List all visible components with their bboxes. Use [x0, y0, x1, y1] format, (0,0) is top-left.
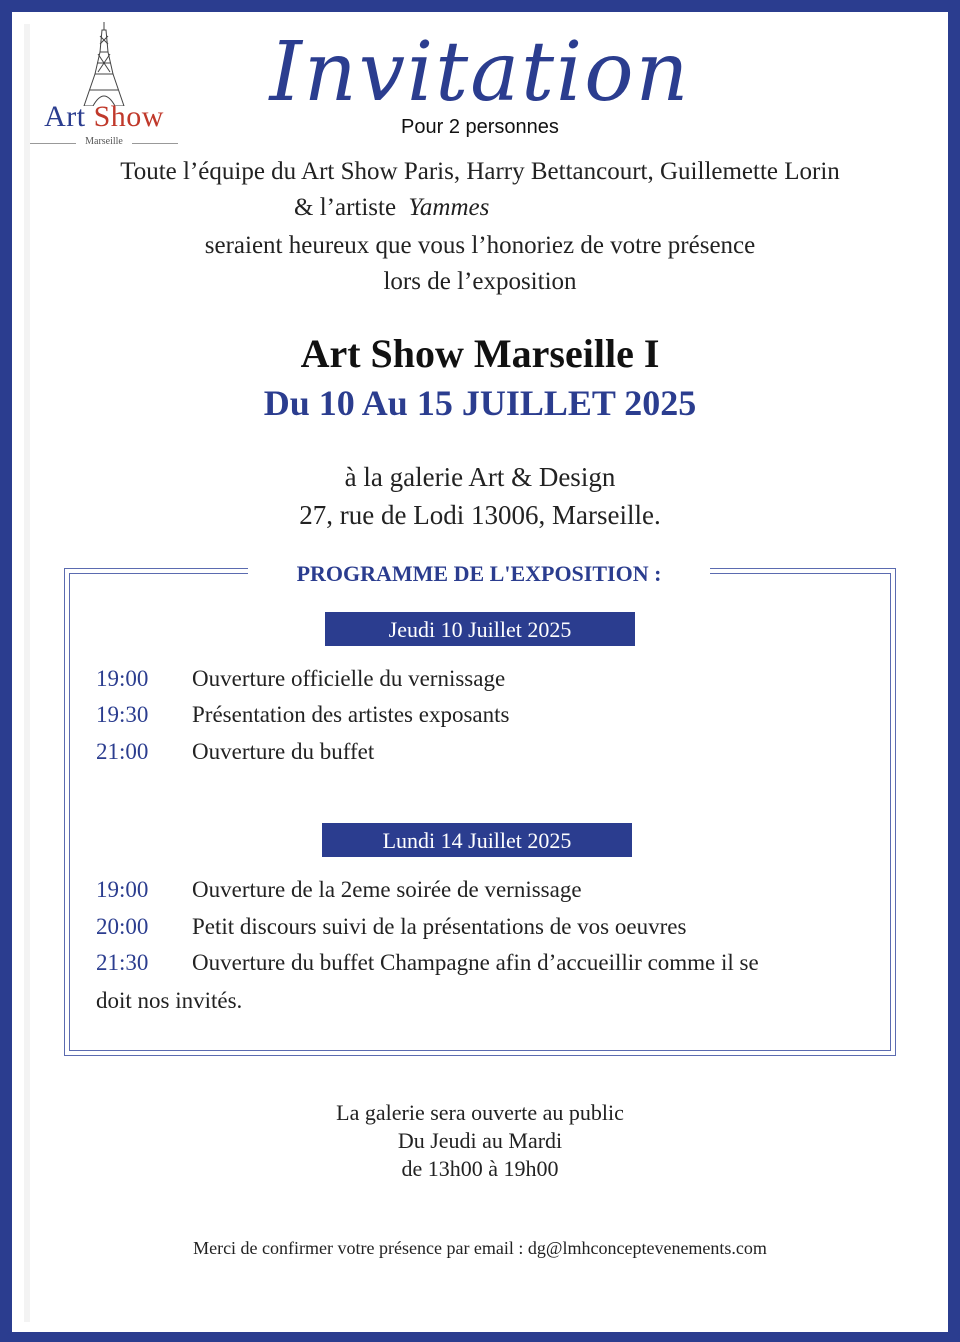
- eiffel-tower-icon: [82, 22, 126, 106]
- artist-name: Yammes: [408, 194, 490, 221]
- schedule-time: 19:00: [96, 877, 149, 902]
- schedule-time: 21:00: [96, 739, 149, 764]
- day-banner-1: Jeudi 10 Juillet 2025: [325, 612, 635, 646]
- schedule-time: 19:30: [96, 702, 149, 727]
- intro-artist-line: [294, 194, 489, 222]
- confirm-email-text: Merci de confirmer votre présence par email : dg@lmhconceptevenements.com: [193, 1238, 767, 1258]
- event-dates: Du 10 Au 15 JUILLET 2025: [263, 383, 697, 423]
- opening-line-3: de 13h00 à 19h00: [401, 1156, 559, 1181]
- logo-art: Art: [44, 100, 86, 133]
- schedule-row: [96, 950, 759, 976]
- programme-title: PROGRAMME DE L'EXPOSITION :: [248, 558, 710, 590]
- venue-line-2: 27, rue de Lodi 13006, Marseille.: [299, 500, 661, 530]
- schedule-row: [96, 702, 509, 728]
- schedule-continuation: doit nos invités.: [96, 988, 243, 1013]
- art-show-logo: [26, 22, 182, 152]
- intro-line-1: Toute l’équipe du Art Show Paris, Harry Bettancourt, Guillemette Lorin: [120, 158, 840, 185]
- schedule-desc: Ouverture du buffet Champagne afin d’accueillir comme il se: [192, 950, 759, 975]
- invitation-subtitle: Pour 2 personnes: [401, 116, 559, 138]
- intro-line-3: seraient heureux que vous l’honoriez de votre présence: [204, 232, 756, 259]
- schedule-desc: Ouverture de la 2eme soirée de vernissage: [192, 877, 582, 902]
- schedule-time: 21:30: [96, 950, 149, 975]
- opening-line-2: Du Jeudi au Mardi: [397, 1128, 563, 1153]
- schedule-desc: Ouverture du buffet: [192, 739, 375, 764]
- schedule-row: [96, 877, 582, 903]
- schedule-time: 20:00: [96, 914, 149, 939]
- logo-wordmark: [26, 100, 182, 134]
- logo-city: Marseille: [85, 136, 123, 147]
- schedule-desc: Petit discours suivi de la présentations de vos oeuvres: [192, 914, 687, 939]
- artist-prefix: & l’artiste: [294, 194, 397, 221]
- day-banner-2: Lundi 14 Juillet 2025: [322, 823, 632, 857]
- schedule-row: [96, 914, 686, 940]
- opening-line-1: La galerie sera ouverte au public: [336, 1100, 624, 1125]
- schedule-row: [96, 666, 505, 692]
- event-title: Art Show Marseille I: [300, 331, 660, 376]
- schedule-row: [96, 739, 374, 765]
- invitation-title: Invitation: [269, 25, 691, 120]
- schedule-time: 19:00: [96, 666, 149, 691]
- intro-line-4: lors de l’exposition: [383, 268, 577, 295]
- venue-line-1: à la galerie Art & Design: [344, 462, 616, 492]
- schedule-desc: Ouverture officielle du vernissage: [192, 666, 506, 691]
- logo-show: Show: [93, 100, 164, 133]
- schedule-desc: Présentation des artistes exposants: [192, 702, 510, 727]
